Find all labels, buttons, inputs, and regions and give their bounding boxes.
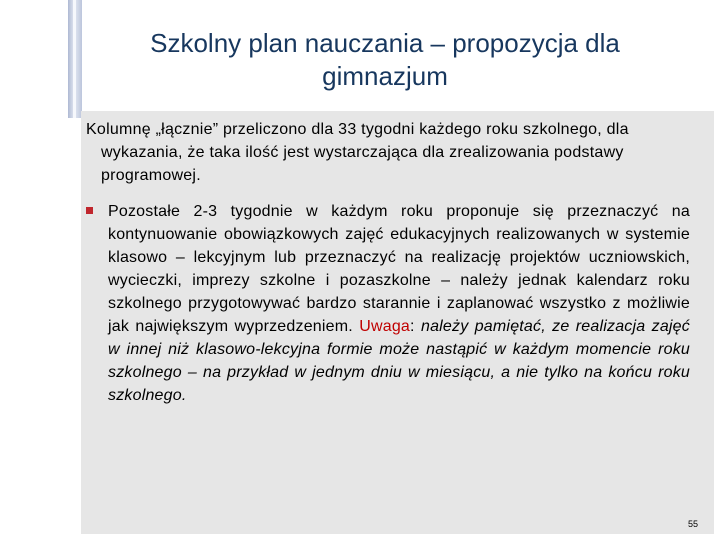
decorative-accent-bar — [68, 0, 82, 118]
slide-body — [86, 118, 690, 407]
square-bullet-icon — [86, 207, 93, 214]
slide-title-line-2: gimnazjum — [322, 61, 448, 92]
warning-label: Uwaga — [359, 318, 411, 335]
page-number: 55 — [688, 519, 699, 529]
warning-colon: : — [410, 318, 421, 335]
slide-title — [95, 27, 675, 93]
bullet-item — [86, 200, 690, 407]
slide-title-line-1: Szkolny plan nauczania – propozycja dla — [150, 28, 620, 59]
warning-text: należy pamiętać, ze realizacja zajęć w innej niż klasowo-lekcyjna formie może nastąpić w każdym momencie roku szkolnego – na przykład w jednym dniu w miesiącu, a nie tylko na końcu roku szkolnego. — [108, 318, 690, 404]
intro-paragraph: Kolumnę „łącznie” przeliczono dla 33 tygodni każdego roku szkolnego, dla wykazania, że taka ilość jest wystarczająca dla zrealizowania podstawy programowej. — [86, 121, 629, 184]
bullet-text: Pozostałe 2-3 tygodnie w każdym roku proponuje się przeznaczyć na kontynuowanie obowiązkowych zajęć edukacyjnych realizowanych w systemie klasowo – lekcyjnym lub przeznaczyć na realizację projektów uczniowskich, wycieczki, imprezy szkolne i pozaszkolne – należy jednak kalendarz roku szkolnego przygotowywać bardzo starannie i zaplanować wszystko z możliwie jak największym wyprzedzeniem. — [108, 203, 690, 335]
